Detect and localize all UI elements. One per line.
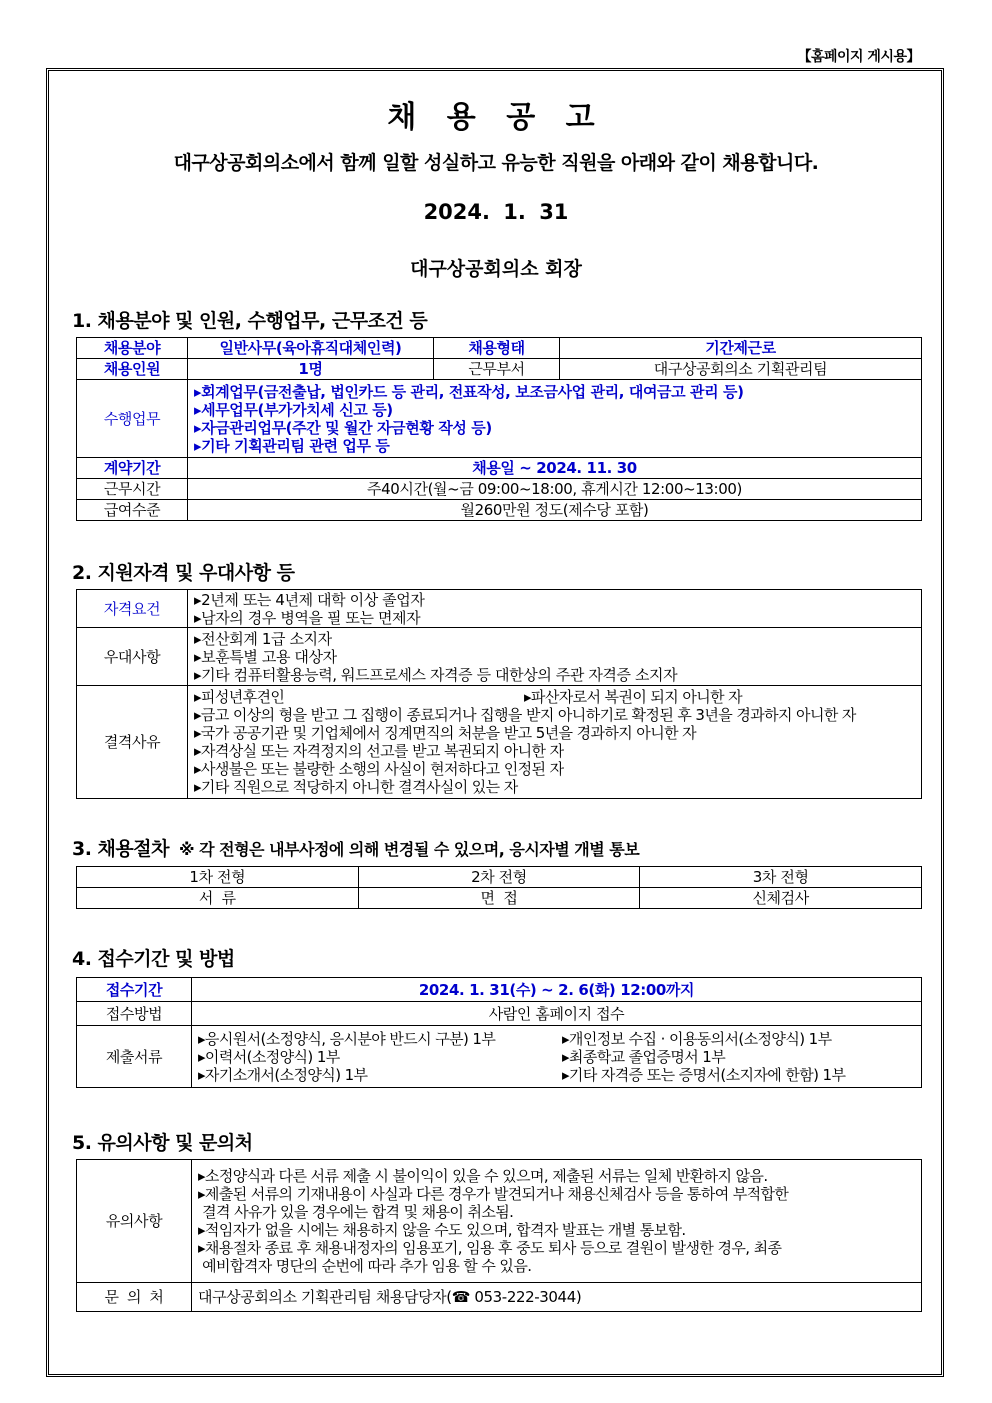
docs-list	[192, 1026, 922, 1088]
stage-3-method: 신체검사	[640, 888, 922, 909]
docs-label: 제출서류	[77, 1026, 192, 1088]
disq-item-a: ▸피성년후견인	[194, 688, 285, 706]
pay-value: 월260만원 정도(제수당 포함)	[188, 500, 922, 521]
count-value: 1명	[188, 359, 434, 380]
qual-label: 자격요건	[77, 590, 188, 628]
disq-item: ▸국가 공공기관 및 기업체에서 징계면직의 처분을 받고 5년을 경과하지 아니한 자	[194, 724, 697, 742]
note-item: ▸제출된 서류의 기재내용이 사실과 다른 경우가 발견되거나 채용신체검사 등을 통하여 부적합한	[198, 1185, 789, 1203]
doc-item: ▸기타 자격증 또는 증명서(소지자에 한함) 1부	[562, 1065, 846, 1084]
notice-date: 2024. 1. 31	[423, 200, 569, 224]
note-item: ▸소정양식과 다른 서류 제출 시 불이익이 있을 수 있으며, 제출된 서류는 일체 반환하지 않음.	[198, 1167, 768, 1185]
doc-item: ▸자기소개서(소정양식) 1부	[198, 1065, 368, 1084]
duty-item: ▸기타 기획관리팀 관련 업무 등	[194, 436, 390, 455]
contract-value: 채용일 ~ 2024. 11. 30	[188, 458, 922, 479]
disq-item: ▸기타 직원으로 적당하지 아니한 결격사실이 있는 자	[194, 778, 518, 796]
qualification-table	[76, 589, 922, 799]
stage-1-method: 서 류	[77, 888, 359, 909]
application-table	[76, 977, 922, 1088]
notes-table	[76, 1159, 922, 1312]
pref-item: ▸전산회계 1급 소지자	[194, 629, 332, 648]
pref-label: 우대사항	[77, 628, 188, 686]
disq-list	[188, 686, 922, 799]
homepage-tag: 【홈페이지 게시용】	[797, 49, 920, 65]
contact-value: 대구상공회의소 기획관리팀 채용담당자(☎ 053-222-3044)	[192, 1283, 922, 1312]
procedure-table	[76, 866, 922, 909]
issuer: 대구상공회의소 회장	[410, 258, 582, 280]
doc-item: ▸개인정보 수집 · 이용동의서(소정양식) 1부	[562, 1029, 832, 1048]
contract-label: 계약기간	[77, 458, 188, 479]
disq-item	[194, 688, 915, 706]
pref-item: ▸보훈특별 고용 대상자	[194, 647, 337, 666]
disq-item: ▸자격상실 또는 자격정지의 선고를 받고 복권되지 아니한 자	[194, 742, 564, 760]
hours-value: 주40시간(월~금 09:00~18:00, 휴게시간 12:00~13:00)	[188, 479, 922, 500]
page-subtitle: 대구상공회의소에서 함께 일할 성실하고 유능한 직원을 아래와 같이 채용합니다.	[173, 152, 819, 174]
period-value: 2024. 1. 31(수) ~ 2. 6(화) 12:00까지	[192, 978, 922, 1002]
duties-list	[188, 380, 922, 458]
section-2-heading: 2. 지원자격 및 우대사항 등	[72, 562, 295, 584]
pref-item: ▸기타 컴퓨터활용능력, 워드프로세스 자격증 등 대한상의 주관 자격증 소지자	[194, 665, 678, 684]
doc-item: ▸응시원서(소정양식, 응시분야 반드시 구분) 1부	[198, 1029, 496, 1048]
section-3-heading	[72, 834, 639, 861]
note-item: ▸적임자가 없을 시에는 채용하지 않을 수도 있으며, 합격자 발표는 개별 통보함.	[198, 1221, 686, 1239]
field-label: 채용분야	[77, 338, 188, 359]
count-label: 채용인원	[77, 359, 188, 380]
field-value: 일반사무(육아휴직대체인력)	[188, 338, 434, 359]
disq-label: 결격사유	[77, 686, 188, 799]
dept-value: 대구상공회의소 기획관리팀	[560, 359, 922, 380]
hours-label: 근무시간	[77, 479, 188, 500]
method-value: 사람인 홈페이지 접수	[192, 1002, 922, 1026]
pref-list	[188, 628, 922, 686]
qual-item: ▸2년제 또는 4년제 대학 이상 졸업자	[194, 590, 425, 609]
doc-item: ▸이력서(소정양식) 1부	[198, 1047, 340, 1066]
section-1-heading: 1. 채용분야 및 인원, 수행업무, 근무조건 등	[72, 310, 428, 332]
dept-label: 근무부서	[434, 359, 560, 380]
disq-item-b: ▸파산자로서 복권이 되지 아니한 자	[524, 688, 743, 706]
pay-label: 급여수준	[77, 500, 188, 521]
disq-item: ▸사생불은 또는 불량한 소행의 사실이 현저하다고 인정된 자	[194, 760, 564, 778]
section-4-heading: 4. 접수기간 및 방법	[72, 948, 235, 970]
recruitment-table	[76, 337, 922, 521]
note-item: ▸채용절차 종료 후 채용내정자의 임용포기, 임용 후 중도 퇴사 등으로 결원이 발생한 경우, 최종	[198, 1239, 782, 1257]
contact-label: 문 의 처	[77, 1283, 192, 1312]
notes-label: 유의사항	[77, 1160, 192, 1283]
note-item: 결격 사유가 있을 경우에는 합격 및 채용이 취소됨.	[198, 1203, 514, 1221]
disq-item: ▸금고 이상의 형을 받고 그 집행이 종료되거나 집행을 받지 아니하기로 확정된 후 3년을 경과하지 아니한 자	[194, 706, 856, 724]
page-title: 채 용 공 고	[387, 100, 605, 135]
qual-list	[188, 590, 922, 628]
type-value: 기간제근로	[560, 338, 922, 359]
method-label: 접수방법	[77, 1002, 192, 1026]
stage-3: 3차 전형	[640, 867, 922, 888]
duties-label: 수행업무	[77, 380, 188, 458]
type-label: 채용형태	[434, 338, 560, 359]
section-3-note: ※ 각 전형은 내부사정에 의해 변경될 수 있으며, 응시자별 개별 통보	[178, 840, 640, 859]
note-item: 예비합격자 명단의 순번에 따라 추가 임용 할 수 있음.	[198, 1257, 532, 1275]
duty-item: ▸세무업무(부가가치세 신고 등)	[194, 400, 393, 419]
duty-item: ▸회계업무(금전출납, 법인카드 등 관리, 전표작성, 보조금사업 관리, 대여금고 관리 등)	[194, 382, 744, 401]
period-label: 접수기간	[77, 978, 192, 1002]
stage-2: 2차 전형	[358, 867, 640, 888]
section-3-title: 3. 채용절차	[72, 838, 169, 860]
section-5-heading: 5. 유의사항 및 문의처	[72, 1132, 253, 1154]
stage-1: 1차 전형	[77, 867, 359, 888]
duty-item: ▸자금관리업무(주간 및 월간 자금현황 작성 등)	[194, 418, 492, 437]
doc-item: ▸최종학교 졸업증명서 1부	[562, 1047, 726, 1066]
qual-item: ▸남자의 경우 병역을 필 또는 면제자	[194, 608, 421, 627]
stage-2-method: 면 접	[358, 888, 640, 909]
notes-list	[192, 1160, 922, 1283]
